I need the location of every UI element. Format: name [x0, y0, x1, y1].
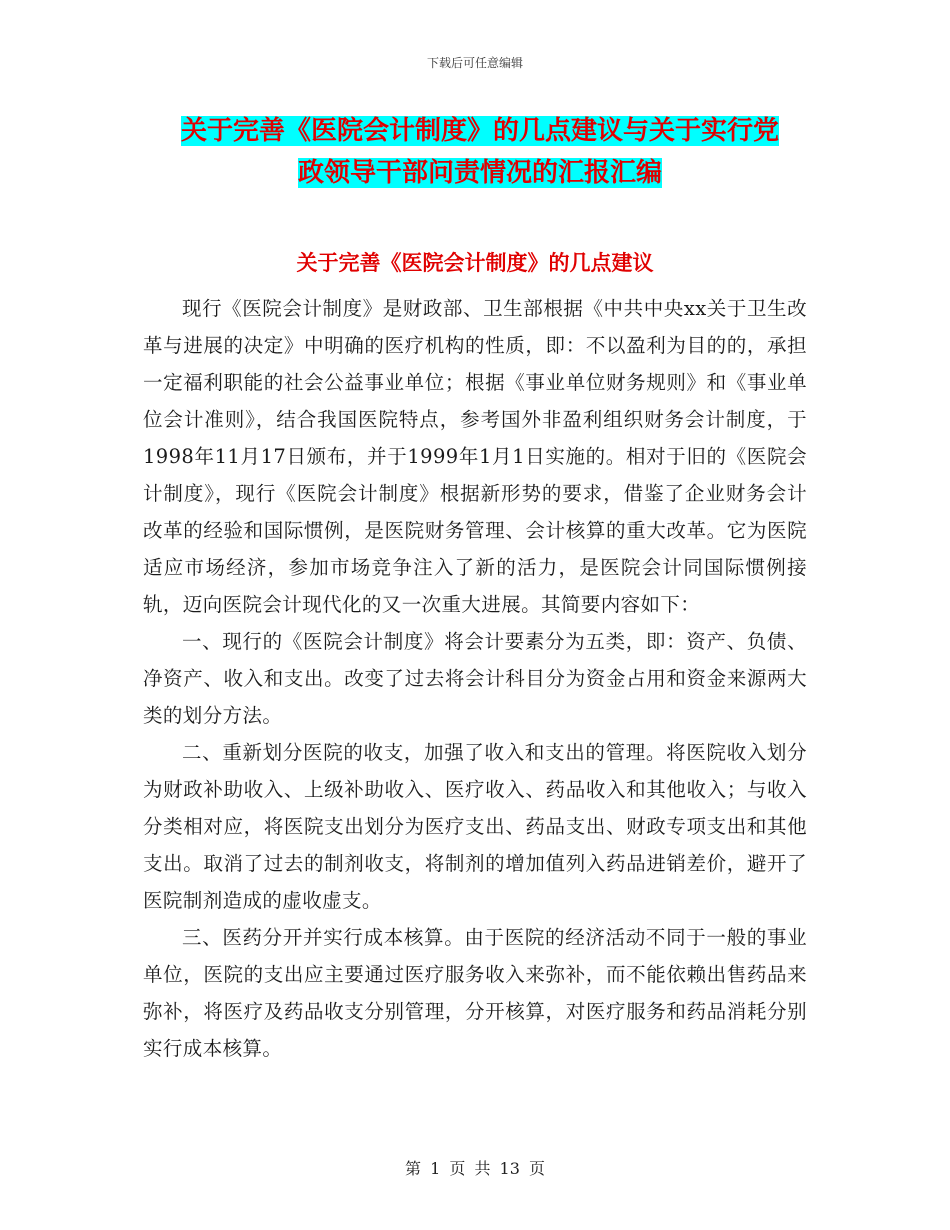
paragraph-point-3: 三、医药分开并实行成本核算。由于医院的经济活动不同于一般的事业单位，医院的支出应主要通过医疗服务收入来弥补，而不能依赖出售药品来弥补，将医疗及药品收支分别管理，分开核算，对医疗服务和药品消耗分别实行成本核算。 [143, 926, 807, 1060]
document-body [143, 290, 807, 1067]
document-title-line-2: 政领导干部问责情况的汇报汇编 [297, 158, 662, 188]
document-title-line-1: 关于完善《医院会计制度》的几点建议与关于实行党 [180, 116, 779, 146]
section-title: 关于完善《医院会计制度》的几点建议 [296, 251, 654, 275]
paragraph-intro: 现行《医院会计制度》是财政部、卫生部根据《中共中央xx关于卫生改革与进展的决定》中明确的医疗机构的性质，即：不以盈利为目的的，承担一定福利职能的社会公益事业单位；根据《事业单位财务规则》和《事业单位会计准则》，结合我国医院特点，参考国外非盈利组织财务会计制度，于1998年11月17日颁布，并于1999年1月1日实施的。相对于旧的《医院会计制度》，现行《医院会计制度》根据新形势的要求，借鉴了企业财务会计改革的经验和国际惯例，是医院财务管理、会计核算的重大改革。它为医院适应市场经济，参加市场竞争注入了新的活力，是医院会计同国际惯例接轨，迈向医院会计现代化的又一次重大进展。其简要内容如下： [143, 297, 807, 616]
header-note: 下载后可任意编辑 [426, 56, 523, 70]
paragraph-point-1: 一、现行的《医院会计制度》将会计要素分为五类，即：资产、负债、净资产、收入和支出。改变了过去将会计科目分为资金占用和资金来源两大类的划分方法。 [143, 630, 807, 727]
document-title [150, 110, 810, 194]
paragraph-point-2: 二、重新划分医院的收支，加强了收入和支出的管理。将医院收入划分为财政补助收入、上级补助收入、医疗收入、药品收入和其他收入；与收入分类相对应，将医院支出划分为医疗支出、药品支出、财政专项支出和其他支出。取消了过去的制剂收支，将制剂的增加值列入药品进销差价，避开了医院制剂造成的虚收虚支。 [143, 741, 807, 912]
page-footer: 第 1 页 共 13 页 [405, 1159, 545, 1178]
